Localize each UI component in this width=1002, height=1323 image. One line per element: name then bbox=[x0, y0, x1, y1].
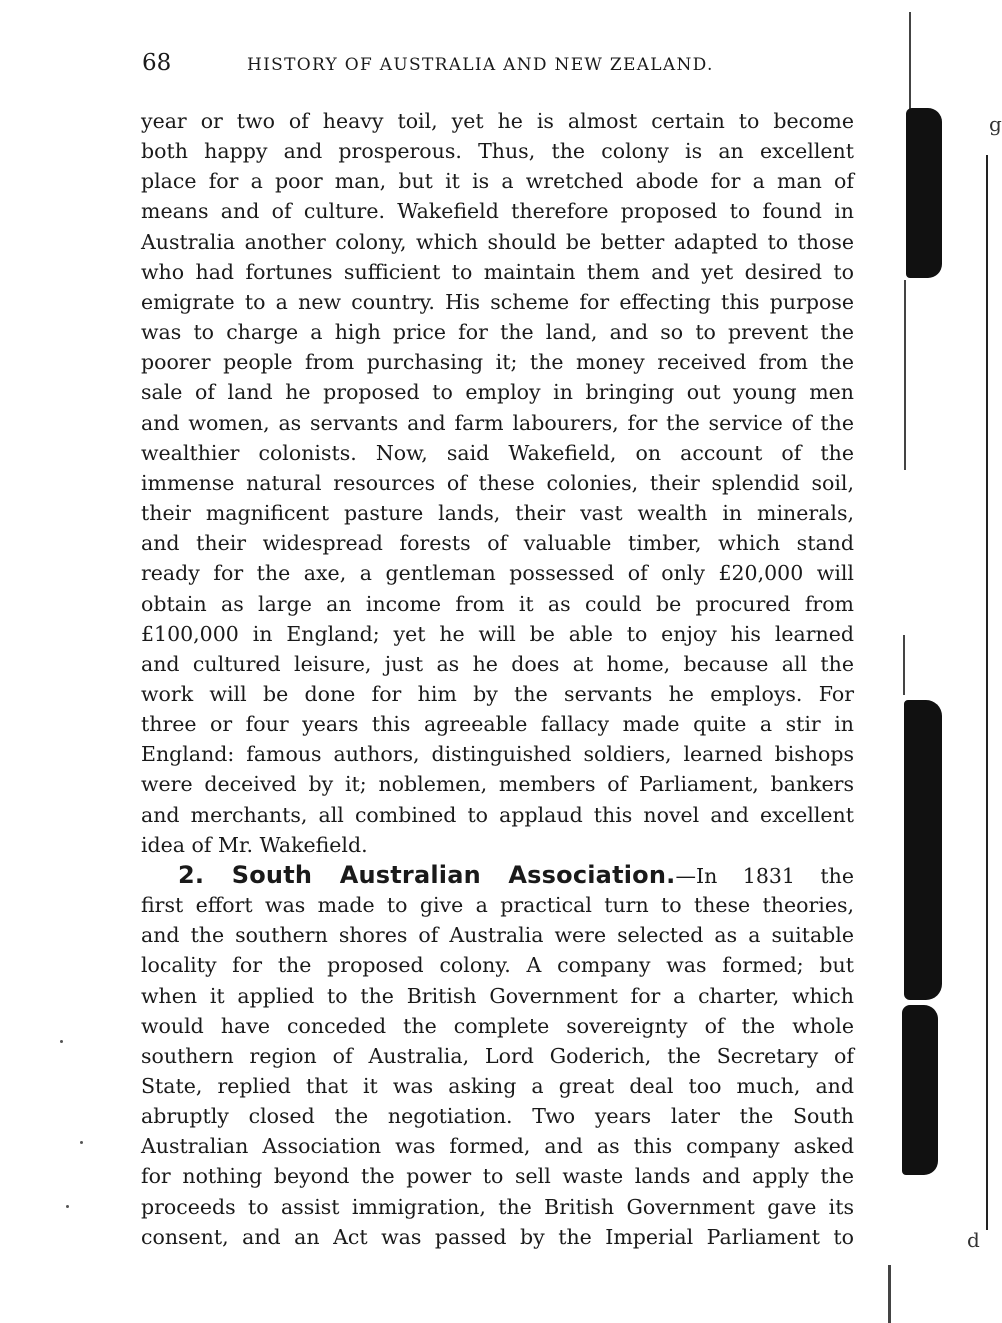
text-line: locality for the proposed colony. A company was formed; but bbox=[141, 953, 854, 978]
scan-speck bbox=[60, 1040, 63, 1043]
text-line: emigrate to a new country. His scheme for effecting this purpose bbox=[141, 289, 854, 314]
section-heading: 2. South Australian Association. bbox=[178, 860, 676, 889]
text-line: £100,000 in England; yet he will be able to enjoy his learned bbox=[141, 621, 854, 646]
text-line: and cultured leisure, just as he does at home, because all the bbox=[141, 651, 854, 676]
gutter-line bbox=[909, 12, 911, 112]
facing-page-edge bbox=[986, 155, 988, 1230]
scan-speck bbox=[80, 1141, 83, 1144]
text-line: obtain as large an income from it as could be procured from bbox=[141, 591, 854, 616]
text-line: first effort was made to give a practical turn to these theories, bbox=[141, 893, 854, 918]
text-line: means and of culture. Wakefield therefore proposed to found in bbox=[141, 199, 854, 224]
text-line: and the southern shores of Australia were selected as a suitable bbox=[141, 923, 854, 948]
text-line: wealthier colonists. Now, said Wakefield, on account of the bbox=[141, 440, 854, 465]
facing-page-fragment: g bbox=[989, 112, 1002, 136]
text-line: for nothing beyond the power to sell waste lands and apply the bbox=[141, 1164, 854, 1189]
text-line: proceeds to assist immigration, the British Government gave its bbox=[141, 1194, 854, 1219]
text-line: their magnificent pasture lands, their vast wealth in minerals, bbox=[141, 501, 854, 526]
text-line: idea of Mr. Wakefield. bbox=[141, 832, 368, 857]
text-line: and their widespread forests of valuable timber, which stand bbox=[141, 531, 854, 556]
section-heading-line bbox=[141, 860, 854, 890]
text-line: would have conceded the complete sovereignty of the whole bbox=[141, 1013, 854, 1038]
text-line: consent, and an Act was passed by the Imperial Parliament to bbox=[141, 1224, 854, 1249]
text-line: three or four years this agreeable fallacy made quite a stir in bbox=[141, 712, 854, 737]
text-line: who had fortunes sufficient to maintain them and yet desired to bbox=[141, 259, 854, 284]
text-line: both happy and prosperous. Thus, the colony is an excellent bbox=[141, 139, 854, 164]
page-number: 68 bbox=[142, 50, 172, 76]
text-line: were deceived by it; noblemen, members of Parliament, bankers bbox=[141, 772, 854, 797]
text-line: abruptly closed the negotiation. Two years later the South bbox=[141, 1104, 854, 1129]
text-line: ready for the axe, a gentleman possessed of only £20,000 will bbox=[141, 561, 854, 586]
text-line: southern region of Australia, Lord Goderich, the Secretary of bbox=[141, 1043, 854, 1068]
text-line: and merchants, all combined to applaud this novel and excellent bbox=[141, 802, 854, 827]
binding-shadow bbox=[906, 108, 942, 278]
gutter-line bbox=[888, 1265, 891, 1323]
text-line: Australian Association was formed, and as this company asked bbox=[141, 1134, 854, 1159]
binding-shadow bbox=[902, 1005, 938, 1175]
text-line: poorer people from purchasing it; the money received from the bbox=[141, 350, 854, 375]
running-title: HISTORY OF AUSTRALIA AND NEW ZEALAND. bbox=[247, 55, 714, 75]
section-2 bbox=[141, 860, 854, 1252]
text-line: Australia another colony, which should be better adapted to those bbox=[141, 229, 854, 254]
text-line: when it applied to the British Government for a charter, which bbox=[141, 983, 854, 1008]
text-line: State, replied that it was asking a great deal too much, and bbox=[141, 1074, 854, 1098]
body-text bbox=[141, 106, 854, 1252]
text-line: work will be done for him by the servants he employs. For bbox=[141, 681, 854, 706]
text-line: sale of land he proposed to employ in bringing out young men bbox=[141, 380, 854, 405]
text-line: England: famous authors, distinguished soldiers, learned bishops bbox=[141, 742, 854, 767]
paragraph-1 bbox=[141, 106, 854, 860]
gutter-line bbox=[903, 635, 905, 695]
text-line: place for a poor man, but it is a wretched abode for a man of bbox=[141, 169, 854, 194]
text-line: and women, as servants and farm labourers, for the service of the bbox=[141, 410, 854, 435]
text-line: was to charge a high price for the land, and so to prevent the bbox=[141, 320, 854, 345]
facing-page-fragment: d bbox=[967, 1228, 980, 1252]
binding-shadow bbox=[904, 700, 942, 1000]
gutter-line bbox=[904, 280, 906, 470]
section-heading-continuation: —In 1831 the bbox=[675, 863, 855, 888]
scan-speck bbox=[66, 1205, 69, 1208]
text-line: year or two of heavy toil, yet he is almost certain to become bbox=[141, 109, 854, 133]
text-line: immense natural resources of these colonies, their splendid soil, bbox=[141, 470, 854, 495]
